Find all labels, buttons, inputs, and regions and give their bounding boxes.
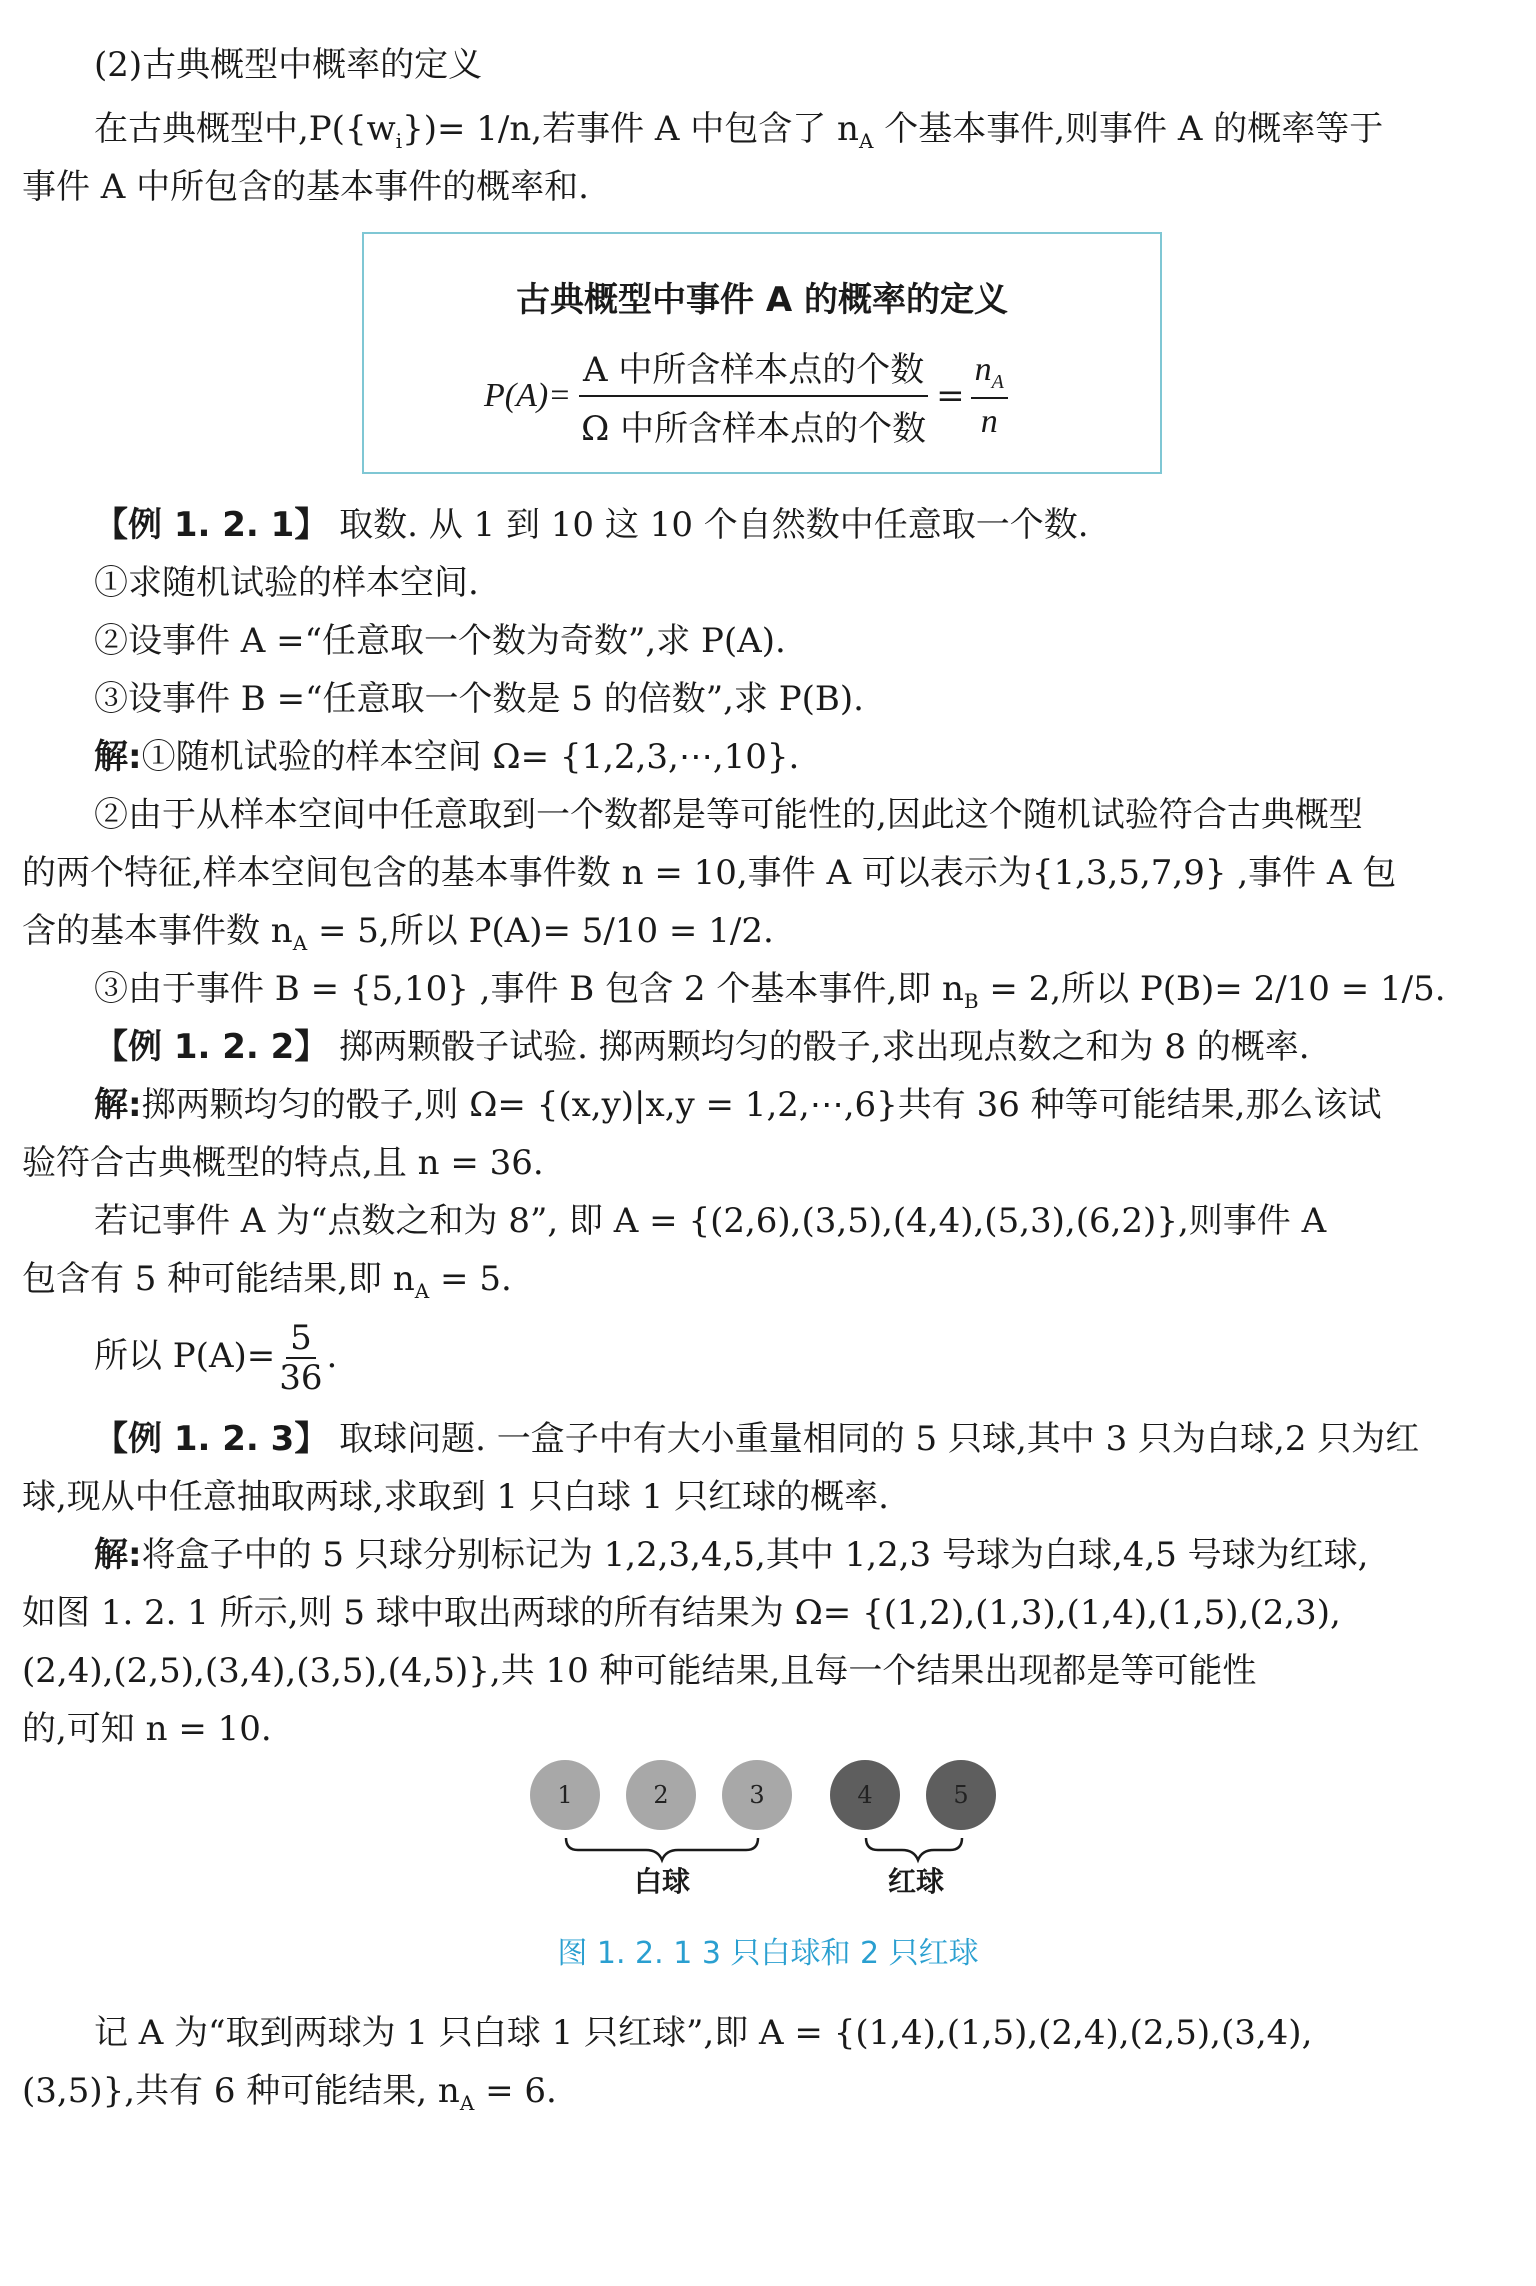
formula-fraction-2 xyxy=(971,351,1008,442)
figure-caption: 图 1. 2. 1 3 只白球和 2 只红球 xyxy=(557,1936,979,1971)
example1-question1: ①求随机试验的样本空间. xyxy=(94,563,479,603)
definition-box xyxy=(362,232,1162,474)
example3-final-line2: (3,5)},共有 6 种可能结果, $n_A = 6$. xyxy=(22,2071,557,2115)
example1-question2: ②设事件 A =“任意取一个数为奇数”,求 P(A). xyxy=(94,621,786,661)
probability-formula xyxy=(484,342,1014,450)
white-brace xyxy=(566,1838,758,1860)
example2-solution-line2: 验符合古典概型的特点,且 n = 36. xyxy=(22,1143,544,1183)
example3-solution-line3: (2,4),(2,5),(3,4),(3,5),(4,5)},共 10 种可能结果,且每一个结果出现都是等可能性 xyxy=(22,1651,1257,1691)
example1-solution1: 解:①随机试验的样本空间 Ω= {1,2,3,⋯,10}. xyxy=(94,737,800,777)
ball-4: 4 xyxy=(830,1760,900,1830)
example2-statement: 【例 1. 2. 2】 掷两颗骰子试验. 掷两颗均匀的骰子,求出现点数之和为 8 的概率. xyxy=(94,1027,1310,1067)
ball-5: 5 xyxy=(926,1760,996,1830)
example1-statement: 【例 1. 2. 1】 取数. 从 1 到 10 这 10 个自然数中任意取一个数. xyxy=(94,505,1089,545)
section-heading: (2)古典概型中概率的定义 xyxy=(94,45,483,85)
figure-braces xyxy=(530,1834,1030,1864)
ball-2: 2 xyxy=(626,1760,696,1830)
formula-lhs: P(A)= xyxy=(484,377,572,414)
example3-solution-line2: 如图 1. 2. 1 所示,则 5 球中取出两球的所有结果为 Ω= {(1,2),(1,3),(1,4),(1,5),(2,3), xyxy=(22,1593,1341,1633)
white-ball-label: 白球 xyxy=(634,1865,691,1898)
ball-3: 3 xyxy=(722,1760,792,1830)
example1-solution2-line2: 的两个特征,样本空间包含的基本事件数 n = 10,事件 A 可以表示为{1,3,5,7,9} ,事件 A 包 xyxy=(22,853,1397,893)
fraction-1-numerator: A 中所含样本点的个数 xyxy=(579,342,928,397)
example3-statement-line2: 球,现从中任意抽取两球,求取到 1 只白球 1 只红球的概率. xyxy=(22,1477,889,1517)
fraction-2-numerator: $n_A$ xyxy=(971,351,1008,400)
definition-paragraph-line2: 事件 A 中所包含的基本事件的概率和. xyxy=(22,167,589,207)
example2-solution-line4: 包含有 5 种可能结果,即 $n_A = 5$. xyxy=(22,1259,512,1303)
red-brace xyxy=(866,1838,962,1860)
example1-solution3: ③由于事件 B = {5,10} ,事件 B 包含 2 个基本事件,即 $n_B = 2$,所以 P(B)= 2/10 = 1/5. xyxy=(94,969,1446,1013)
fraction-1-denominator: Ω 中所含样本点的个数 xyxy=(581,409,927,449)
red-ball-label: 红球 xyxy=(888,1865,945,1898)
result-fraction: $\frac{5}{36}$ xyxy=(279,1318,323,1398)
example1-question3: ③设事件 B =“任意取一个数是 5 的倍数”,求 P(B). xyxy=(94,679,864,719)
example2-solution-line1: 解:掷两颗均匀的骰子,则 Ω= {(x,y)|x,y = 1,2,⋯,6}共有 36 种等可能结果,那么该试 xyxy=(94,1085,1382,1125)
definition-paragraph-line1: 在古典概型中$,P(\{w_i\})= 1/n$,若事件 A 中包含了 $n_A$ 个基本事件,则事件 A 的概率等于 xyxy=(94,109,1384,153)
example1-solution2-line1: ②由于从样本空间中任意取到一个数都是等可能性的,因此这个随机试验符合古典概型 xyxy=(94,795,1363,835)
example3-final-line1: 记 A 为“取到两球为 1 只白球 1 只红球”,即 A = {(1,4),(1,5),(2,4),(2,5),(3,4), xyxy=(94,2013,1313,2053)
example3-solution-line1: 解:将盒子中的 5 只球分别标记为 1,2,3,4,5,其中 1,2,3 号球为白球,4,5 号球为红球, xyxy=(94,1535,1369,1575)
fraction-2-denominator: n xyxy=(980,403,998,441)
formula-equals: = xyxy=(936,376,965,416)
ball-1: 1 xyxy=(530,1760,600,1830)
example2-solution-line3: 若记事件 A 为“点数之和为 8”, 即 A = {(2,6),(3,5),(4,4),(5,3),(6,2)},则事件 A xyxy=(94,1201,1327,1241)
definition-box-title: 古典概型中事件 A 的概率的定义 xyxy=(516,280,1008,320)
example3-statement-line1: 【例 1. 2. 3】 取球问题. 一盒子中有大小重量相同的 5 只球,其中 3 只为白球,2 只为红 xyxy=(94,1419,1420,1459)
formula-fraction-1 xyxy=(577,342,930,450)
figure-balls xyxy=(530,1760,1030,1900)
example2-result: 所以 P(A)= $\frac{5}{36}$ . xyxy=(94,1318,338,1398)
example3-solution-line4: 的,可知 n = 10. xyxy=(22,1709,272,1749)
example1-solution2-line3: 含的基本事件数 $n_A = 5$,所以 P(A)= 5/10 = 1/2. xyxy=(22,911,774,955)
